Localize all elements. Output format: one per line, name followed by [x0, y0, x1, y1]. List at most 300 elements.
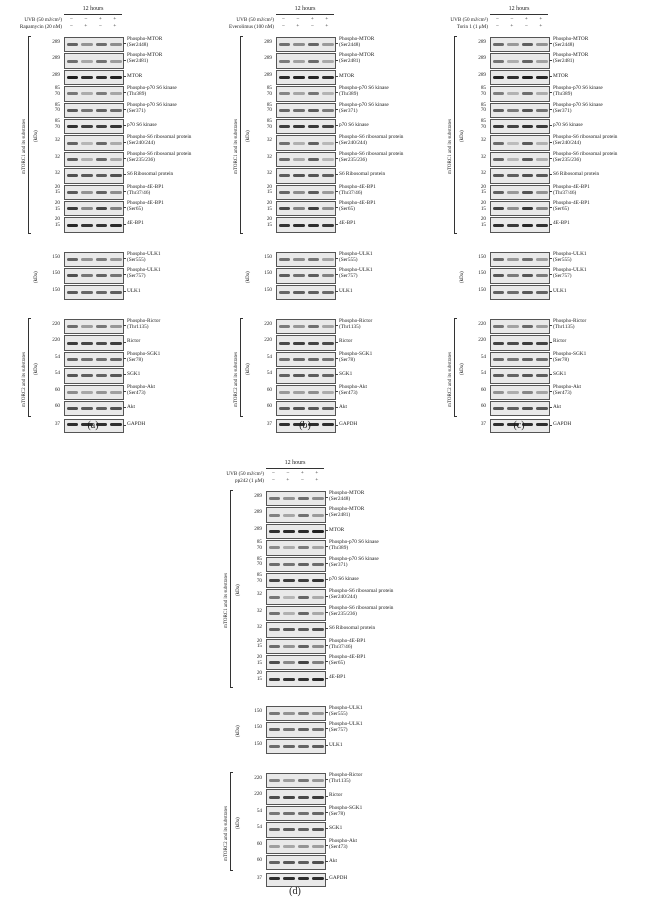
protein-band [110, 109, 122, 112]
blot-image [276, 319, 336, 334]
label-tick [549, 374, 552, 375]
uvb-condition-label: UVB (50 mJ/cm²) [226, 471, 264, 477]
protein-band [279, 76, 291, 79]
blot-image [490, 217, 550, 232]
molecular-weight-label: 70 [266, 123, 272, 130]
blot-image [64, 37, 124, 52]
blot-image [64, 152, 124, 167]
mtorc2-section-bracket-top [230, 772, 233, 773]
protein-label: Akt [339, 404, 347, 410]
protein-band [312, 546, 324, 549]
protein-label: ULK1 [329, 741, 343, 748]
protein-band [110, 125, 122, 128]
blot-image [64, 319, 124, 334]
protein-band [283, 678, 295, 681]
label-tick [123, 425, 126, 426]
molecular-weight-label: 32 [256, 607, 262, 614]
molecular-weight-label: 60 [54, 403, 60, 409]
label-tick [335, 358, 338, 359]
blot-row [24, 351, 224, 367]
protein-label: (Ser65) [329, 660, 345, 666]
blot-image [490, 152, 550, 167]
protein-label: MTOR [339, 72, 355, 79]
protein-band [96, 142, 108, 145]
protein-band [308, 258, 320, 261]
protein-band [522, 391, 534, 394]
protein-band [308, 76, 320, 79]
molecular-weight-label: 150 [264, 270, 272, 277]
protein-band [536, 423, 548, 426]
protein-band [522, 174, 534, 177]
blot-image [276, 285, 336, 300]
time-label: 12 hours [508, 6, 530, 12]
protein-label: Phospho-MTOR [553, 36, 589, 42]
drug-condition-label: Rapamycin (20 nM) [19, 24, 62, 30]
protein-band [322, 191, 334, 194]
uvb-sign: + [539, 16, 543, 22]
protein-band [269, 612, 281, 615]
label-tick [123, 258, 126, 259]
molecular-weight-label: 20 [266, 183, 272, 190]
protein-label: 4E-BP1 [339, 220, 356, 227]
blot-image [64, 352, 124, 367]
drug-sign: + [296, 23, 300, 29]
blot-row [24, 36, 224, 52]
label-tick [549, 60, 552, 61]
blot-image [266, 622, 326, 637]
molecular-weight-label: 15 [256, 659, 262, 666]
protein-band [308, 92, 320, 95]
protein-band [312, 828, 324, 831]
blot-row [450, 384, 650, 400]
protein-band [279, 224, 291, 227]
protein-band [110, 325, 122, 328]
protein-label: (Ser2481) [329, 512, 351, 519]
mtorc2-section-label: mTORC2 and its substrates [224, 806, 229, 862]
blot-row [24, 167, 224, 183]
protein-band [493, 158, 505, 161]
blot-image [266, 839, 326, 854]
protein-band [312, 728, 324, 731]
protein-band [283, 514, 295, 517]
label-tick [325, 861, 328, 862]
protein-band [110, 407, 122, 410]
blot-row [450, 52, 650, 68]
protein-band [298, 661, 310, 664]
protein-band [493, 407, 505, 410]
protein-band [312, 530, 324, 533]
molecular-weight-label: 150 [52, 270, 60, 277]
protein-label: SGK1 [339, 371, 353, 378]
protein-band [283, 745, 295, 748]
protein-label: Phospho-4E-BP1 [127, 183, 164, 190]
uvb-condition-label: UVB (50 mJ/cm²) [450, 17, 488, 23]
label-tick [549, 142, 552, 143]
protein-label: Rictor [127, 338, 141, 345]
protein-band [493, 274, 505, 277]
protein-band [269, 779, 281, 782]
blot-row [236, 267, 436, 283]
label-tick [325, 796, 328, 797]
blot-image [490, 352, 550, 367]
protein-label: (Thr389) [553, 91, 573, 98]
blot-row [24, 102, 224, 118]
blot-row [450, 85, 650, 101]
protein-label: Phospho-MTOR [127, 36, 163, 42]
protein-band [522, 191, 534, 194]
mtorc1-section-bracket-top [454, 36, 457, 37]
molecular-weight-label: 85 [480, 85, 486, 92]
protein-band [522, 60, 534, 63]
protein-band [96, 207, 108, 210]
blot-image [490, 37, 550, 52]
molecular-weight-label: 15 [480, 205, 486, 212]
molecular-weight-label: 20 [54, 200, 60, 206]
protein-band [279, 158, 291, 161]
protein-band [293, 258, 305, 261]
blot-image [266, 655, 326, 670]
blot-row [24, 400, 224, 416]
protein-label: Phospho-p70 S6 kinase [339, 101, 389, 108]
protein-band [283, 497, 295, 500]
protein-band [279, 43, 291, 46]
protein-band [493, 342, 505, 345]
protein-band [110, 291, 122, 294]
blot-image [490, 285, 550, 300]
blot-row [226, 638, 426, 654]
molecular-weight-label: 15 [54, 205, 60, 212]
protein-label: Phospho-4E-BP1 [339, 200, 376, 206]
protein-label: (Ser235/236) [127, 156, 155, 163]
label-tick [549, 391, 552, 392]
protein-band [67, 423, 79, 426]
protein-band [96, 174, 108, 177]
protein-label: (Ser757) [127, 273, 146, 280]
protein-band [493, 291, 505, 294]
blot-row [450, 102, 650, 118]
protein-band [279, 423, 291, 426]
protein-label: (Thr1135) [329, 778, 351, 784]
blot-row [24, 334, 224, 350]
protein-label: Phospho-ULK1 [329, 704, 363, 711]
protein-band [308, 374, 320, 377]
protein-label: Phospho-ULK1 [329, 721, 363, 728]
protein-label: (Ser235/236) [329, 610, 357, 617]
protein-band [293, 191, 305, 194]
protein-band [308, 43, 320, 46]
molecular-weight-label: 70 [266, 90, 272, 97]
protein-band [308, 291, 320, 294]
molecular-weight-label: 289 [264, 71, 272, 78]
blot-row [226, 705, 426, 721]
protein-band [283, 530, 295, 533]
molecular-weight-label: 150 [52, 253, 60, 260]
drug-sign: + [84, 23, 88, 29]
label-tick [325, 612, 328, 613]
protein-band [322, 342, 334, 345]
protein-band [322, 274, 334, 277]
mtorc2-section-bracket-bottom [230, 870, 233, 871]
protein-band [283, 728, 295, 731]
protein-band [507, 391, 519, 394]
blot-row [24, 384, 224, 400]
blot-row-gapdh [226, 872, 426, 888]
blot-image [266, 873, 326, 886]
molecular-weight-label: 220 [254, 791, 262, 798]
protein-band [522, 407, 534, 410]
protein-band [110, 76, 122, 79]
protein-band [312, 779, 324, 782]
blot-image [490, 119, 550, 134]
blot-image [266, 557, 326, 572]
blot-row-gapdh [24, 418, 224, 434]
protein-band [493, 109, 505, 112]
protein-band [536, 391, 548, 394]
molecular-weight-label: 85 [480, 101, 486, 108]
molecular-weight-label: 60 [266, 386, 272, 393]
protein-band [507, 191, 519, 194]
label-tick [123, 92, 126, 93]
blot-row [226, 670, 426, 686]
label-tick [325, 678, 328, 679]
protein-label: Rictor [339, 338, 353, 345]
protein-band [507, 109, 519, 112]
drug-sign: − [271, 477, 275, 483]
protein-label: Phospho-MTOR [339, 52, 375, 59]
label-tick [549, 342, 552, 343]
blot-row [450, 251, 650, 267]
molecular-weight-label: 220 [254, 775, 262, 781]
label-tick [549, 258, 552, 259]
label-tick [325, 514, 328, 515]
blot-image [490, 368, 550, 383]
label-tick [549, 43, 552, 44]
blot-image [266, 822, 326, 837]
protein-band [81, 76, 93, 79]
protein-band [507, 342, 519, 345]
blot-row [236, 167, 436, 183]
label-tick [325, 779, 328, 780]
label-tick [335, 43, 338, 44]
protein-band [298, 497, 310, 500]
blot-image [490, 319, 550, 334]
molecular-weight-label: 15 [54, 221, 60, 228]
protein-band [81, 142, 93, 145]
protein-band [493, 258, 505, 261]
protein-label: Phospho-S6 ribosomal protein [329, 588, 394, 595]
protein-band [279, 325, 291, 328]
protein-label: Phospho-ULK1 [127, 267, 161, 274]
blot-image [64, 201, 124, 216]
protein-label: Phospho-S6 ribosomal protein [339, 134, 404, 141]
label-tick [549, 174, 552, 175]
protein-band [293, 92, 305, 95]
protein-band [110, 158, 122, 161]
blot-image [276, 335, 336, 350]
molecular-weight-label: 15 [480, 189, 486, 196]
protein-band [269, 861, 281, 864]
blot-image [490, 401, 550, 416]
protein-band [81, 258, 93, 261]
molecular-weight-label: 150 [254, 740, 262, 747]
protein-label: (Ser235/236) [553, 156, 581, 163]
blot-image [266, 671, 326, 686]
protein-band [507, 407, 519, 410]
uvb-sign: − [69, 16, 73, 22]
uvb-sign: + [325, 16, 329, 22]
molecular-weight-label: 15 [54, 189, 60, 196]
protein-band [96, 109, 108, 112]
blot-row [226, 738, 426, 754]
molecular-weight-label: 70 [256, 561, 262, 568]
protein-label: Phospho-4E-BP1 [127, 200, 164, 206]
label-tick [335, 109, 338, 110]
molecular-weight-label: 15 [256, 675, 262, 682]
blot-image [276, 135, 336, 150]
protein-band [67, 174, 79, 177]
protein-label: (Ser371) [329, 561, 348, 568]
protein-label: Phospho-Akt [329, 837, 357, 844]
protein-band [279, 109, 291, 112]
protein-band [493, 325, 505, 328]
protein-label: GAPDH [339, 421, 358, 428]
protein-label: Phospho-ULK1 [127, 250, 161, 257]
blot-image [276, 368, 336, 383]
blot-row [450, 216, 650, 232]
molecular-weight-label: 289 [52, 55, 60, 62]
molecular-weight-label: 32 [480, 137, 486, 144]
label-tick [335, 374, 338, 375]
panel-c [450, 6, 650, 466]
molecular-weight-label: 20 [256, 670, 262, 677]
label-tick [549, 92, 552, 93]
protein-band [312, 596, 324, 599]
mtorc1-section-bracket-bottom [28, 233, 31, 234]
protein-band [308, 174, 320, 177]
protein-band [507, 358, 519, 361]
blot-image [266, 806, 326, 821]
blot-image [266, 706, 326, 721]
molecular-weight-label: 289 [264, 39, 272, 45]
protein-label: Phospho-MTOR [339, 36, 375, 42]
protein-band [279, 60, 291, 63]
protein-band [298, 812, 310, 815]
protein-band [269, 628, 281, 631]
protein-band [110, 224, 122, 227]
protein-band [293, 325, 305, 328]
molecular-weight-label: 54 [266, 353, 272, 360]
protein-label: Phospho-S6 ribosomal protein [127, 150, 192, 157]
blot-image [276, 252, 336, 267]
molecular-weight-label: 289 [52, 39, 60, 45]
blot-row [236, 184, 436, 200]
molecular-weight-label: 220 [52, 337, 60, 344]
protein-band [67, 60, 79, 63]
time-bracket-line [64, 14, 122, 15]
blot-row-gapdh [236, 418, 436, 434]
blot-image [490, 53, 550, 68]
protein-label: (Thr37/46) [127, 189, 151, 196]
protein-band [279, 125, 291, 128]
protein-label: S6 Ribosomal protein [329, 625, 376, 632]
kda-label: (kDa) [236, 584, 241, 597]
protein-band [312, 745, 324, 748]
blot-image [276, 37, 336, 52]
blot-row [24, 367, 224, 383]
label-tick [335, 425, 338, 426]
protein-label: (Ser555) [329, 710, 348, 717]
protein-label: (Ser240/244) [127, 140, 155, 147]
protein-label: (Ser473) [127, 389, 146, 396]
blot-row [24, 184, 224, 200]
protein-band [269, 546, 281, 549]
mtorc1-section-bracket-top [28, 36, 31, 37]
label-tick [325, 563, 328, 564]
protein-band [110, 358, 122, 361]
drug-condition-label: Torin 1 (1 μM) [456, 24, 488, 30]
molecular-weight-label: 20 [256, 654, 262, 660]
mtorc2-section-bracket-bottom [28, 416, 31, 417]
protein-band [536, 325, 548, 328]
molecular-weight-label: 15 [266, 221, 272, 228]
protein-band [308, 391, 320, 394]
blot-image [266, 524, 326, 539]
label-tick [325, 628, 328, 629]
molecular-weight-label: 20 [480, 183, 486, 190]
protein-band [283, 661, 295, 664]
protein-band [293, 60, 305, 63]
time-bracket-line [266, 468, 324, 469]
protein-band [322, 43, 334, 46]
protein-label: Phospho-S6 ribosomal protein [127, 134, 192, 141]
molecular-weight-label: 150 [478, 270, 486, 277]
blot-image [276, 103, 336, 118]
protein-band [283, 812, 295, 815]
protein-band [536, 158, 548, 161]
protein-band [312, 712, 324, 715]
protein-band [96, 60, 108, 63]
protein-band [279, 142, 291, 145]
protein-band [312, 563, 324, 566]
protein-band [322, 125, 334, 128]
molecular-weight-label: 60 [256, 840, 262, 847]
blot-image [64, 103, 124, 118]
panel-a [19, 6, 224, 466]
blot-image [276, 185, 336, 200]
protein-band [536, 291, 548, 294]
label-tick [549, 109, 552, 110]
blot-row [226, 572, 426, 588]
protein-band [298, 612, 310, 615]
protein-label: (Ser240/244) [553, 140, 581, 147]
time-bracket-line [490, 14, 548, 15]
mtorc1-section-label: mTORC1 and its substrates [22, 119, 27, 175]
blot-image [64, 119, 124, 134]
protein-band [536, 342, 548, 345]
protein-band [507, 291, 519, 294]
label-tick [123, 109, 126, 110]
protein-label: Rictor [329, 792, 343, 799]
protein-band [96, 274, 108, 277]
blot-row [226, 821, 426, 837]
label-tick [325, 530, 328, 531]
protein-band [67, 407, 79, 410]
molecular-weight-label: 220 [52, 321, 60, 327]
protein-label: SGK1 [127, 371, 141, 378]
protein-band [96, 258, 108, 261]
protein-band [536, 374, 548, 377]
molecular-weight-label: 20 [256, 637, 262, 644]
